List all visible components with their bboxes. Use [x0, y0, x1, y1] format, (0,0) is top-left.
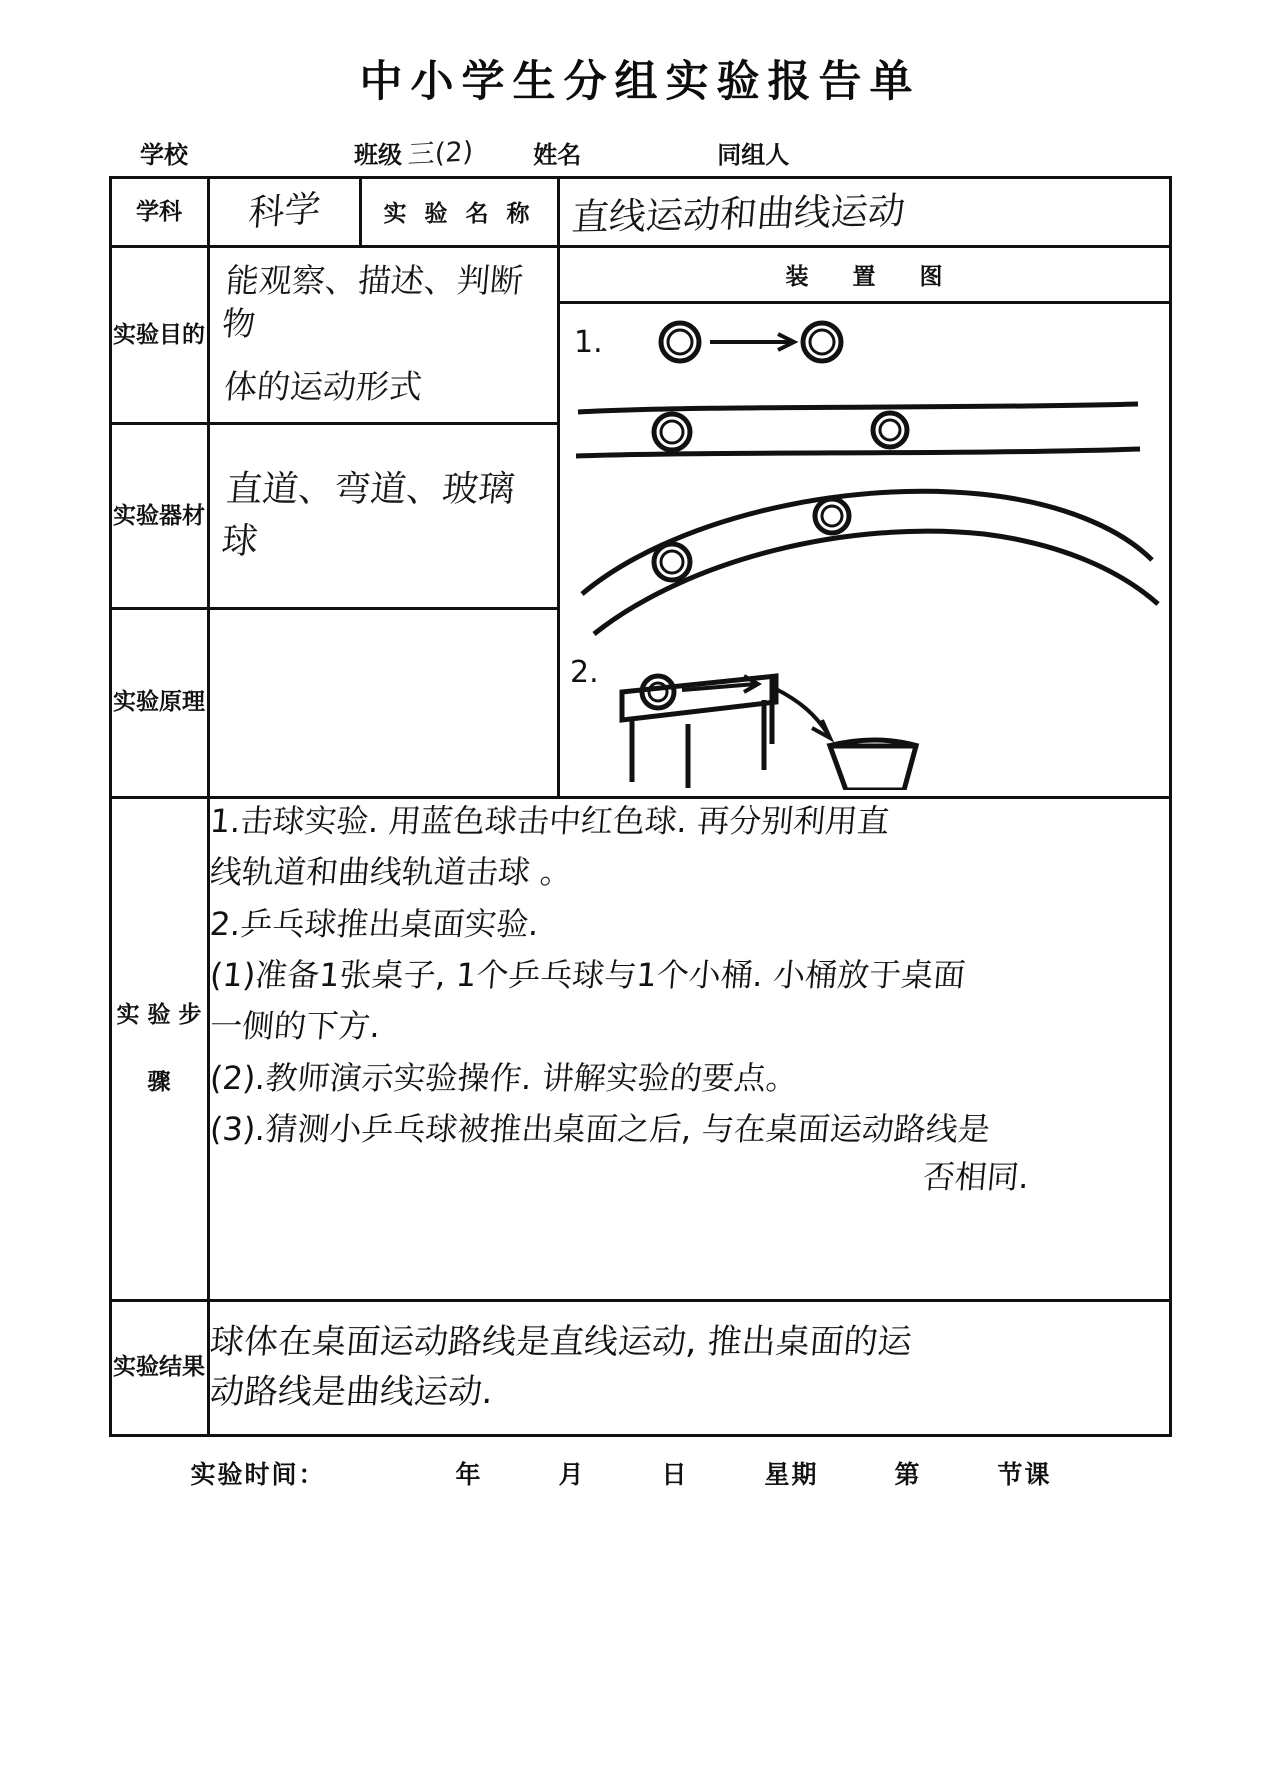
equipment-value: 直道、弯道、玻璃球	[219, 468, 516, 562]
equipment-value-cell	[208, 423, 558, 608]
unit-year: 年	[455, 1459, 483, 1489]
diagram-svg	[560, 304, 1166, 790]
diagram-marker-1-text: 1.	[573, 324, 603, 360]
subject-value-cell	[208, 178, 360, 247]
principle-value-cell	[208, 608, 558, 797]
device-diagram-cell	[558, 246, 1170, 797]
steps-label: 实 验 步 骤	[110, 797, 208, 1300]
steps-line-6: (2).教师演示实验操作. 讲解实验的要点。	[207, 1058, 800, 1097]
device-diagram-label: 装 置 图	[560, 248, 1169, 304]
class-value: 三(2)	[407, 136, 474, 171]
purpose-value-line1: 能观察、描述、判断物	[220, 261, 525, 344]
header-field-name: 姓名	[533, 140, 582, 169]
principle-label: 实验原理	[110, 608, 208, 797]
unit-period-prefix: 第	[894, 1459, 922, 1489]
unit-weekday: 星期	[764, 1459, 819, 1489]
table-row-result	[110, 1300, 1170, 1435]
result-line-2: 动路线是曲线运动.	[207, 1371, 495, 1412]
experiment-time-label: 实验时间：	[190, 1459, 326, 1489]
header-fields	[0, 131, 1280, 170]
result-line-1: 球体在桌面运动路线是直线运动, 推出桌面的运	[207, 1322, 913, 1363]
table-row-subject	[110, 178, 1170, 247]
diagram-marker-2-text: 2.	[569, 654, 599, 690]
unit-month: 月	[558, 1459, 586, 1489]
experiment-name-value: 直线运动和曲线运动	[569, 189, 907, 240]
steps-line-8: 否相同.	[920, 1157, 1031, 1196]
steps-line-2: 线轨道和曲线轨道击球 。	[207, 853, 574, 892]
result-label: 实验结果	[110, 1300, 208, 1435]
steps-line-4: (1)准备1张桌子, 1个乒乓球与1个小桶. 小桶放于桌面	[207, 955, 967, 994]
page-title: 中小学生分组实验报告单	[359, 57, 921, 107]
unit-period-suffix: 节课	[997, 1459, 1052, 1489]
principle-value	[209, 693, 558, 713]
report-page	[0, 48, 1280, 1783]
device-diagram-drawing	[560, 304, 1169, 796]
experiment-name-value-cell	[558, 178, 1170, 247]
report-table	[109, 176, 1172, 1437]
steps-value-cell	[208, 797, 1170, 1300]
result-value-cell	[208, 1300, 1170, 1435]
subject-label: 学科	[110, 178, 208, 247]
steps-line-5: 一侧的下方.	[207, 1007, 382, 1046]
purpose-value-line2: 体的运动形式	[221, 367, 424, 407]
footer-time-row	[0, 1455, 1280, 1491]
equipment-label: 实验器材	[110, 423, 208, 608]
purpose-label: 实验目的	[110, 246, 208, 423]
purpose-value-cell	[208, 246, 558, 423]
table-row-purpose	[110, 246, 1170, 423]
header-field-school: 学校	[140, 140, 188, 169]
experiment-name-label: 实 验 名 称	[360, 178, 558, 247]
unit-day: 日	[661, 1459, 689, 1489]
steps-line-1: 1.击球实验. 用蓝色球击中红色球. 再分别利用直	[207, 801, 891, 840]
header-field-groupmates: 同组人	[717, 140, 790, 169]
table-row-steps	[110, 797, 1170, 1300]
steps-line-3: 2.乒乓球推出桌面实验.	[207, 904, 540, 943]
header-field-class: 班级 三(2)	[354, 131, 473, 170]
steps-line-7: (3).猜测小乒乓球被推出桌面之后, 与在桌面运动路线是	[207, 1110, 992, 1149]
subject-value: 科学	[246, 188, 322, 235]
